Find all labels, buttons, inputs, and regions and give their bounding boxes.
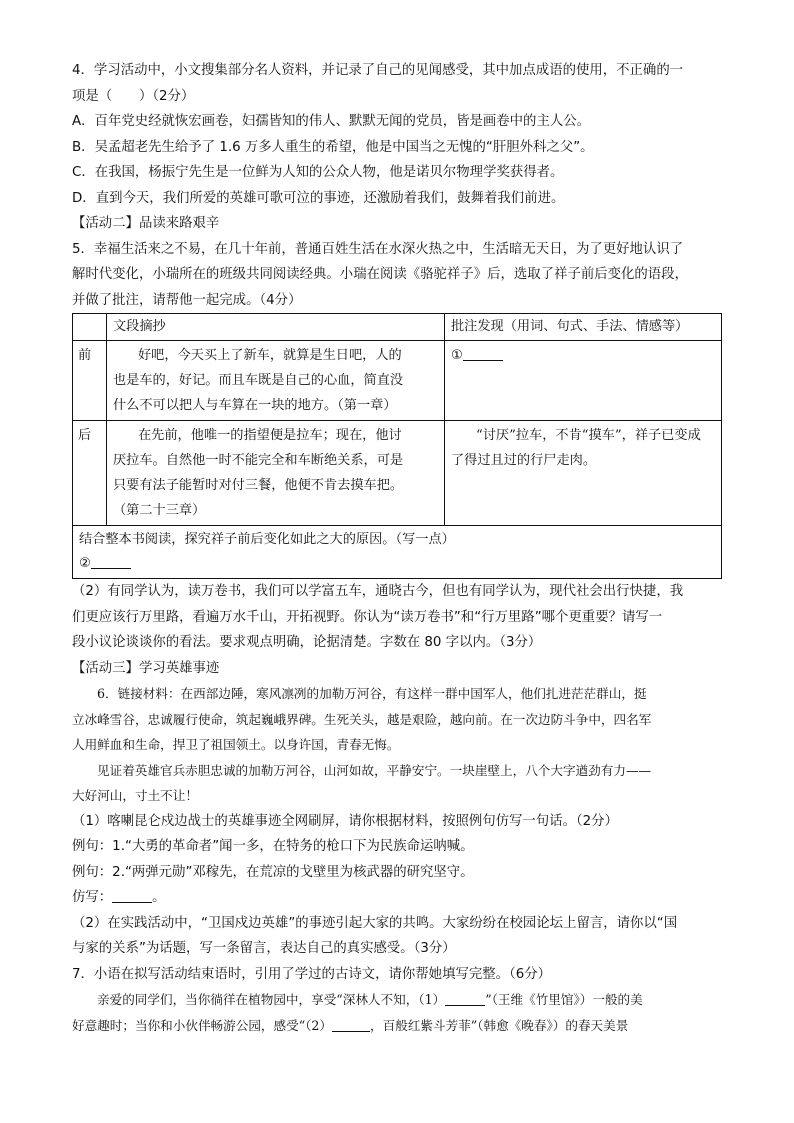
answer-blank-2[interactable] bbox=[91, 554, 131, 569]
q5-line3: 并做了批注，请帮他一起完成。（4分） bbox=[72, 292, 302, 308]
excerpt-before-line3: 什么不可以把人与车算在一块的地方。（第一章） bbox=[113, 398, 397, 413]
row-label-after: 后 bbox=[73, 421, 107, 526]
q7-stem: 7．小语在拟写活动结束语时，引用了学过的古诗文，请你帮她填写完整。（6分） bbox=[72, 966, 552, 982]
table-header-row bbox=[73, 314, 722, 341]
q5-line2: 解时代变化，小瑞所在的班级共同阅读经典。小瑞在阅读《骆驼祥子》后，选取了祥子前后变化的语段， bbox=[72, 267, 688, 282]
answer-blank-q7-2[interactable] bbox=[332, 1017, 370, 1032]
q6-imitate-line bbox=[72, 885, 722, 911]
annotation-table bbox=[72, 313, 722, 579]
answer-blank-q7-1[interactable] bbox=[445, 991, 485, 1006]
q4-option-b: B．吴孟超老先生给予了 1.6 万多人重生的希望，他是中国当之无愧的“肝胆外科之父”。 bbox=[72, 139, 594, 155]
q6-sub1: （1）喀喇昆仑戍边战士的英雄事迹全网刷屏，请你根据材料，按照例句仿写一句话。（2分） bbox=[72, 813, 618, 829]
table-corner-cell bbox=[73, 314, 107, 341]
q5-sub2-line2: 们更应该行万里路，看遍万水千山，开拓视野。你认为“读万卷书”和“行万里路”哪个更重要？请写一 bbox=[72, 609, 663, 625]
table-row bbox=[73, 526, 722, 579]
note-after-line1: “讨厌”拉车，不肯“摸车”，祥子已变成 bbox=[476, 428, 701, 443]
q4-option-a: A．百年党史经就恢宏画卷，妇孺皆知的伟人、默默无闻的党员，皆是画卷中的主人公。 bbox=[72, 114, 591, 129]
answer-blank-1[interactable] bbox=[463, 346, 503, 361]
q6-material-line4: 见证着英雄官兵赤胆忠诚的加勒万河谷，山河如故，平静安宁。一块崖壁上，八个大字遒劲有力—— bbox=[97, 762, 652, 778]
excerpt-after bbox=[107, 421, 445, 526]
activity2-heading: 【活动二】品读来路艰辛 bbox=[72, 216, 220, 231]
q6-sub2-line2: 与家的关系”为话题，写一条留言，表达自己的真实感受。（3分） bbox=[72, 941, 456, 956]
q6-example2: 例句：2.“两弹元勋”邓稼先，在荒凉的戈壁里为核武器的研究坚守。 bbox=[72, 864, 474, 880]
table-header-notes: 批注发现（用词、句式、手法、情感等） bbox=[445, 314, 722, 341]
q7-line2 bbox=[72, 1013, 722, 1039]
excerpt-after-line1: 在先前，他唯一的指望便是拉车；现在，他讨 bbox=[138, 428, 402, 443]
q6-material-line3: 人用鲜血和生命，捍卫了祖国领土。以身许国，青春无悔。 bbox=[72, 737, 400, 752]
q7-line2-a: 好意趣时；当你和小伙伴畅游公园，感受“（2） bbox=[72, 1017, 333, 1033]
q4-stem-line1: 4．学习活动中，小文搜集部分名人资料，并记录了自己的见闻感受，其中加点成语的使用，不正确的一 bbox=[72, 63, 684, 78]
note-bottom-number: ② bbox=[79, 556, 91, 571]
excerpt-before-line1: 好吧，今天买上了新车，就算是生日吧，人的 bbox=[138, 348, 402, 363]
table-row bbox=[73, 421, 722, 526]
excerpt-after-line3: 只要有法子能暂时对付三餐，他便不肯去摸车把。 bbox=[113, 478, 404, 493]
q5-sub2-line3: 段小议论谈谈你的看法。要求观点明确，论据清楚。字数在 80 字以内。（3分） bbox=[72, 635, 542, 650]
q6-sub2-line1: （2）在实践活动中，“卫国戍边英雄”的事迹引起大家的共鸣。大家纷纷在校园论坛上留言，请你以“国 bbox=[72, 915, 678, 931]
q4-option-d: D．直到今天，我们所爱的英雄可歌可泣的事迹，还激励着我们，鼓舞着我们前进。 bbox=[72, 190, 565, 206]
table-bottom-prompt: 结合整本书阅读，探究祥子前后变化如此之大的原因。（写一点） bbox=[79, 532, 455, 547]
row-label-before: 前 bbox=[73, 341, 107, 421]
q5-sub2-line1: （2）有同学认为，读万卷书，我们可以学富五车，通晓古今，但也有同学认为，现代社会出行快捷，我 bbox=[72, 584, 684, 599]
exam-page bbox=[72, 58, 722, 1038]
q6-material-line5: 大好河山，寸土不让！ bbox=[72, 788, 198, 803]
excerpt-before-line2: 也是车的，好记。而且车既是自己的心血，简直没 bbox=[113, 373, 404, 388]
excerpt-after-line4: （第二十三章） bbox=[113, 503, 206, 518]
excerpt-after-line2: 厌拉车。自然他一时不能完全和车断绝关系，可是 bbox=[113, 453, 404, 468]
q4-stem-line2: 项是（ ）（2分） bbox=[72, 88, 195, 104]
activity3-heading: 【活动三】学习英雄事迹 bbox=[72, 660, 220, 676]
q7-line1-a: 亲爱的同学们，当你徜徉在植物园中，享受“深林人不知，（1） bbox=[97, 992, 446, 1007]
q6-material-line1: 6．链接材料：在西部边陲，寒风凛冽的加勒万河谷，有这样一群中国军人，他们扎进茫茫群山，挺 bbox=[97, 686, 647, 701]
q7-line1-b: ”（王维《竹里馆》）一般的美 bbox=[485, 992, 643, 1007]
q6-material-line2: 立冰峰雪谷，忠诚履行使命，筑起巍峨界碑。生死关头，越是艰险，越向前。在一次边防斗争中，四名军 bbox=[72, 711, 652, 727]
q6-imitate-label: 仿写： bbox=[72, 890, 113, 905]
q6-imitate-end: 。 bbox=[152, 890, 166, 905]
table-row bbox=[73, 341, 722, 421]
answer-blank-imitate[interactable] bbox=[112, 888, 152, 903]
table-bottom-cell bbox=[73, 526, 722, 579]
q5-line1: 5．幸福生活来之不易，在几十年前，普通百姓生活在水深火热之中，生活暗无天日，为了更好地认识了 bbox=[72, 241, 684, 257]
excerpt-before bbox=[107, 341, 445, 421]
table-bottom-answer bbox=[79, 552, 715, 576]
note-before-cell bbox=[445, 341, 722, 421]
q4-option-c: C．在我国，杨振宁先生是一位鲜为人知的公众人物，他是诺贝尔物理学奖获得者。 bbox=[72, 165, 564, 180]
note-before-number: ① bbox=[451, 348, 463, 363]
q7-line1 bbox=[72, 987, 722, 1013]
note-after-line2: 了得过且过的行尸走肉。 bbox=[451, 453, 597, 468]
q7-line2-b: ，百般红紫斗芳菲”（韩愈《晚春》）的春天美景 bbox=[370, 1017, 629, 1033]
table-header-excerpt: 文段摘抄 bbox=[107, 314, 445, 341]
note-after-cell bbox=[445, 421, 722, 526]
q6-example1: 例句：1.“大勇的革命者”闻一多，在特务的枪口下为民族命运呐喊。 bbox=[72, 839, 474, 854]
